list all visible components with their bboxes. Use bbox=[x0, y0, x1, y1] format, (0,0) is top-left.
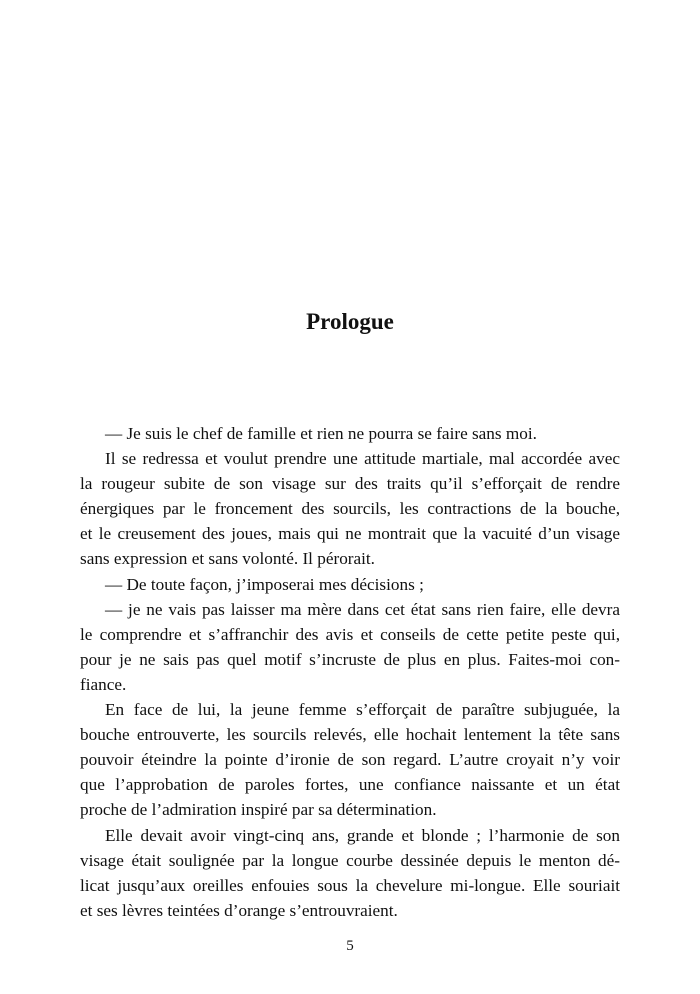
text-line: Il se redressa et voulut prendre une attitude martiale, mal accordée avec bbox=[105, 449, 620, 469]
text-line: pouvoir éteindre la pointe d’ironie de son regard. L’autre croyait n’y voir bbox=[80, 750, 620, 770]
text-line: le comprendre et s’affranchir des avis et conseils de cette petite peste qui, bbox=[80, 624, 620, 644]
text-line: énergiques par le froncement des sourcils, les contractions de la bouche, bbox=[80, 499, 620, 519]
chapter-title: Prologue bbox=[306, 309, 394, 334]
text-line: — je ne vais pas laisser ma mère dans cet état sans rien faire, elle devra bbox=[105, 599, 620, 619]
text-line: pour je ne sais pas quel motif s’incruste de plus en plus. Faites-moi con- bbox=[80, 649, 620, 669]
paragraph bbox=[80, 572, 620, 597]
page-number: 5 bbox=[346, 938, 354, 954]
paragraph bbox=[80, 597, 620, 697]
paragraph bbox=[80, 446, 620, 571]
text-line: — De toute façon, j’imposerai mes décisions ; bbox=[105, 574, 424, 594]
body-text bbox=[80, 421, 620, 923]
text-line: sans expression et sans volonté. Il pérorait. bbox=[80, 549, 375, 569]
paragraph bbox=[80, 697, 620, 822]
text-line: que l’approbation de paroles fortes, une confiance naissante et un état bbox=[80, 775, 620, 795]
text-line: bouche entrouverte, les sourcils relevés, elle hochait lentement la tête sans bbox=[80, 725, 620, 745]
text-line: et ses lèvres teintées d’orange s’entrouvraient. bbox=[80, 900, 398, 920]
text-line: — Je suis le chef de famille et rien ne pourra se faire sans moi. bbox=[105, 424, 537, 443]
text-line: visage était soulignée par la longue courbe dessinée depuis le menton dé- bbox=[80, 850, 620, 870]
text-line: En face de lui, la jeune femme s’efforçait de paraître subjuguée, la bbox=[105, 700, 620, 720]
text-line: et le creusement des joues, mais qui ne montrait que la vacuité d’un visage bbox=[80, 524, 620, 544]
text-line: fiance. bbox=[80, 674, 127, 694]
text-line: Elle devait avoir vingt-cinq ans, grande et blonde ; l’harmonie de son bbox=[105, 825, 620, 845]
paragraph bbox=[80, 421, 620, 446]
text-line: la rougeur subite de son visage sur des traits qu’il s’efforçait de rendre bbox=[80, 474, 620, 494]
text-line: proche de l’admiration inspiré par sa détermination. bbox=[80, 800, 437, 820]
paragraph bbox=[80, 823, 620, 923]
text-line: licat jusqu’aux oreilles enfouies sous la chevelure mi-longue. Elle souriait bbox=[80, 875, 620, 895]
